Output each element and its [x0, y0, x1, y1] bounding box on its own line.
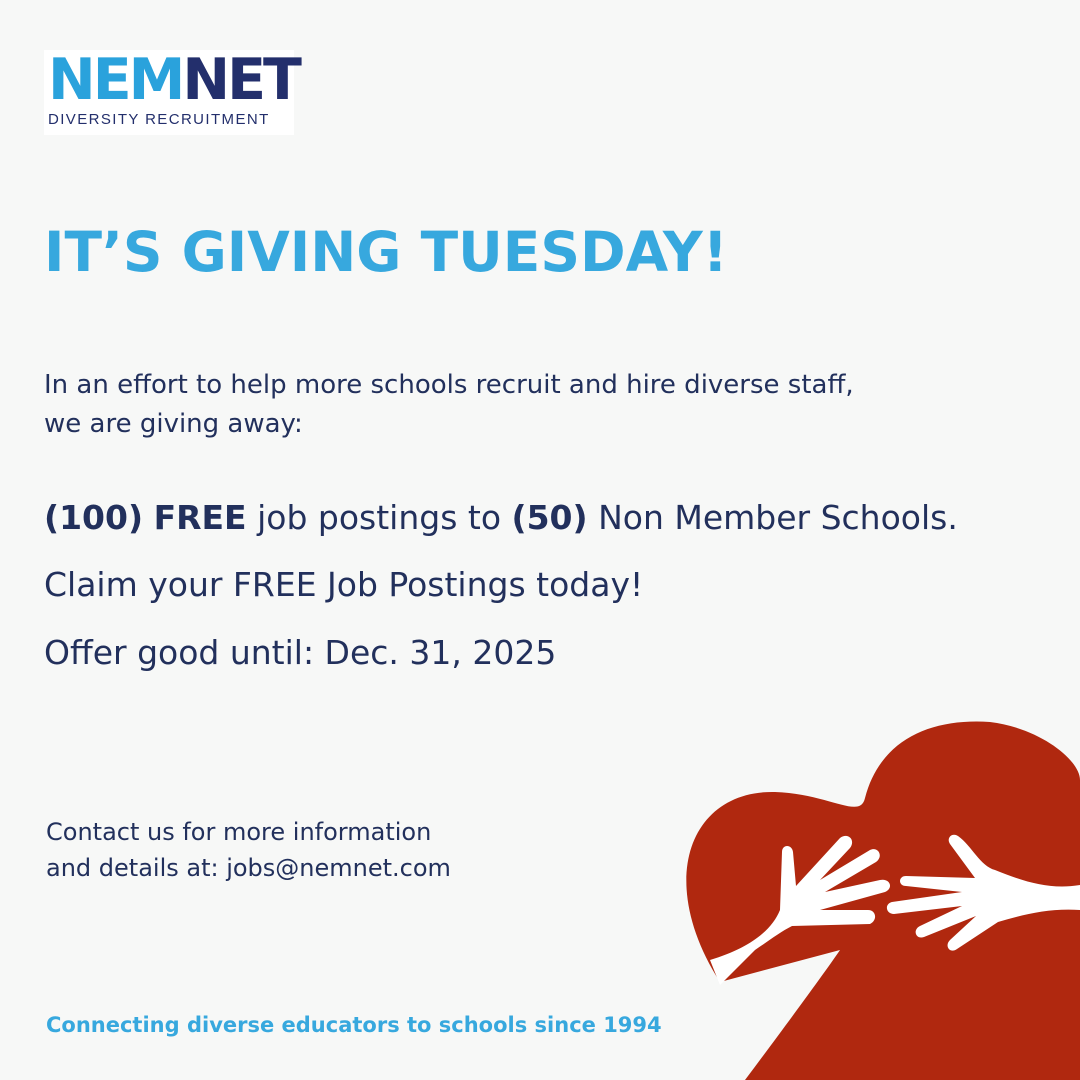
logo	[44, 47, 299, 135]
tagline: Connecting diverse educators to schools since 1994	[46, 1013, 662, 1037]
contact-info	[46, 814, 451, 886]
offer-end-text: Non Member Schools.	[587, 498, 958, 537]
offer-count-schools: (50)	[511, 498, 588, 537]
offer-middle-text: job postings to	[246, 498, 512, 537]
heart-with-hands-icon	[680, 720, 1080, 1080]
logo-word-part1: NEM	[48, 47, 183, 113]
claim-text: Claim your FREE Job Postings today!	[44, 565, 644, 604]
intro-line-1: In an effort to help more schools recruit and hire diverse staff,	[44, 370, 854, 400]
intro-line-2: we are giving away:	[44, 409, 303, 439]
contact-line-2: and details at: jobs@nemnet.com	[46, 854, 451, 882]
offer-free-word: FREE	[153, 498, 247, 537]
logo-word-part2: NET	[182, 47, 299, 113]
logo-wordmark	[48, 47, 299, 113]
offer-count-postings: (100)	[44, 498, 144, 537]
offer-line	[44, 498, 958, 538]
validity-text: Offer good until: Dec. 31, 2025	[44, 633, 557, 672]
intro-text	[44, 366, 1004, 444]
contact-line-1: Contact us for more information	[46, 818, 432, 846]
logo-subtitle: DIVERSITY RECRUITMENT	[48, 111, 270, 128]
headline: IT’S GIVING TUESDAY!	[44, 220, 728, 284]
